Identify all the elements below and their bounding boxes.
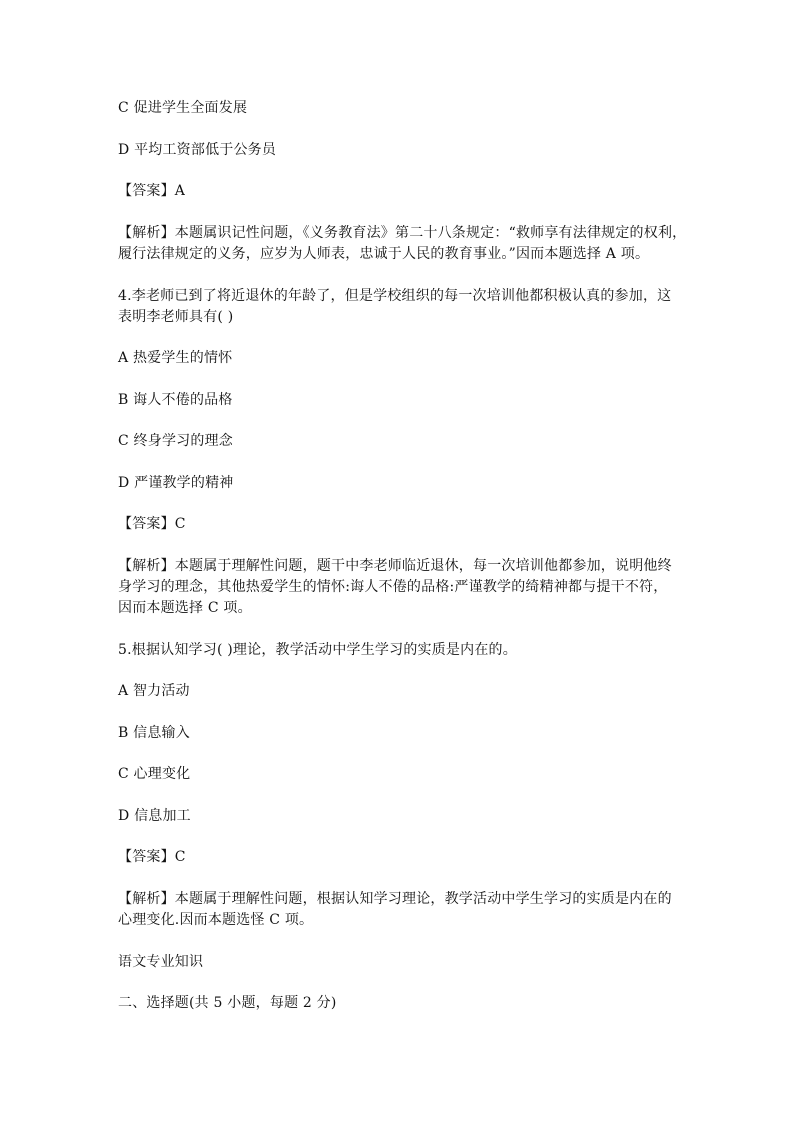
q4-option-b: B 诲人不倦的品格 (118, 392, 233, 408)
q4-analysis-line-3: 因而本题选择 C 项。 (118, 600, 252, 616)
q5-analysis-line-2: 心理变化.因而本题选怪 C 项。 (118, 912, 314, 928)
section-title: 语文专业知识 (118, 954, 204, 970)
q4-analysis-line-1: 【解析】本题属于理解性问题，题干中李老师临近退休，每一次培训他都参加，说明他终 (118, 558, 672, 574)
q3-analysis-line-1: 【解析】本题属识记性问题，《义务教育法》第二十八条规定：“救师享有法律规定的权利， (118, 225, 687, 241)
q3-analysis-line-2: 履行法律规定的义务，应岁为人师表，忠诚于人民的教育事业。”因而本题选择 A 项。 (118, 246, 650, 262)
q5-answer: 【答案】C (118, 849, 186, 865)
q3-option-d: D 平均工资部低于公务员 (118, 142, 277, 158)
section-subtitle: 二、选择题(共 5 小题，每题 2 分) (118, 995, 337, 1011)
q4-stem-line-2: 表明李老师具有( ) (118, 309, 234, 325)
q3-answer: 【答案】A (118, 183, 186, 199)
q4-answer: 【答案】C (118, 516, 186, 532)
q5-analysis-line-1: 【解析】本题属于理解性问题，根据认知学习理论，教学活动中学生学习的实质是内在的 (118, 891, 672, 907)
q4-option-a: A 热爱学生的情怀 (118, 350, 233, 366)
q5-option-b: B 信息输入 (118, 725, 190, 741)
q3-option-c: C 促进学生全面发展 (118, 100, 248, 116)
q5-option-d: D 信息加工 (118, 808, 191, 824)
q5-stem: 5.根据认知学习( )理论，教学活动中学生学习的实质是内在的。 (118, 642, 517, 658)
q4-option-d: D 严谨教学的精神 (118, 475, 234, 491)
q4-option-c: C 终身学习的理念 (118, 433, 233, 449)
q5-option-a: A 智力活动 (118, 683, 190, 699)
q4-stem-line-1: 4.李老师已到了将近退休的年龄了，但是学校组织的每一次培训他都积极认真的参加，这 (118, 288, 672, 304)
q4-analysis-line-2: 身学习的理念，其他热爱学生的情怀:诲人不倦的品格:严谨教学的绮精神都与提干不符， (118, 579, 668, 595)
q5-option-c: C 心理变化 (118, 766, 191, 782)
